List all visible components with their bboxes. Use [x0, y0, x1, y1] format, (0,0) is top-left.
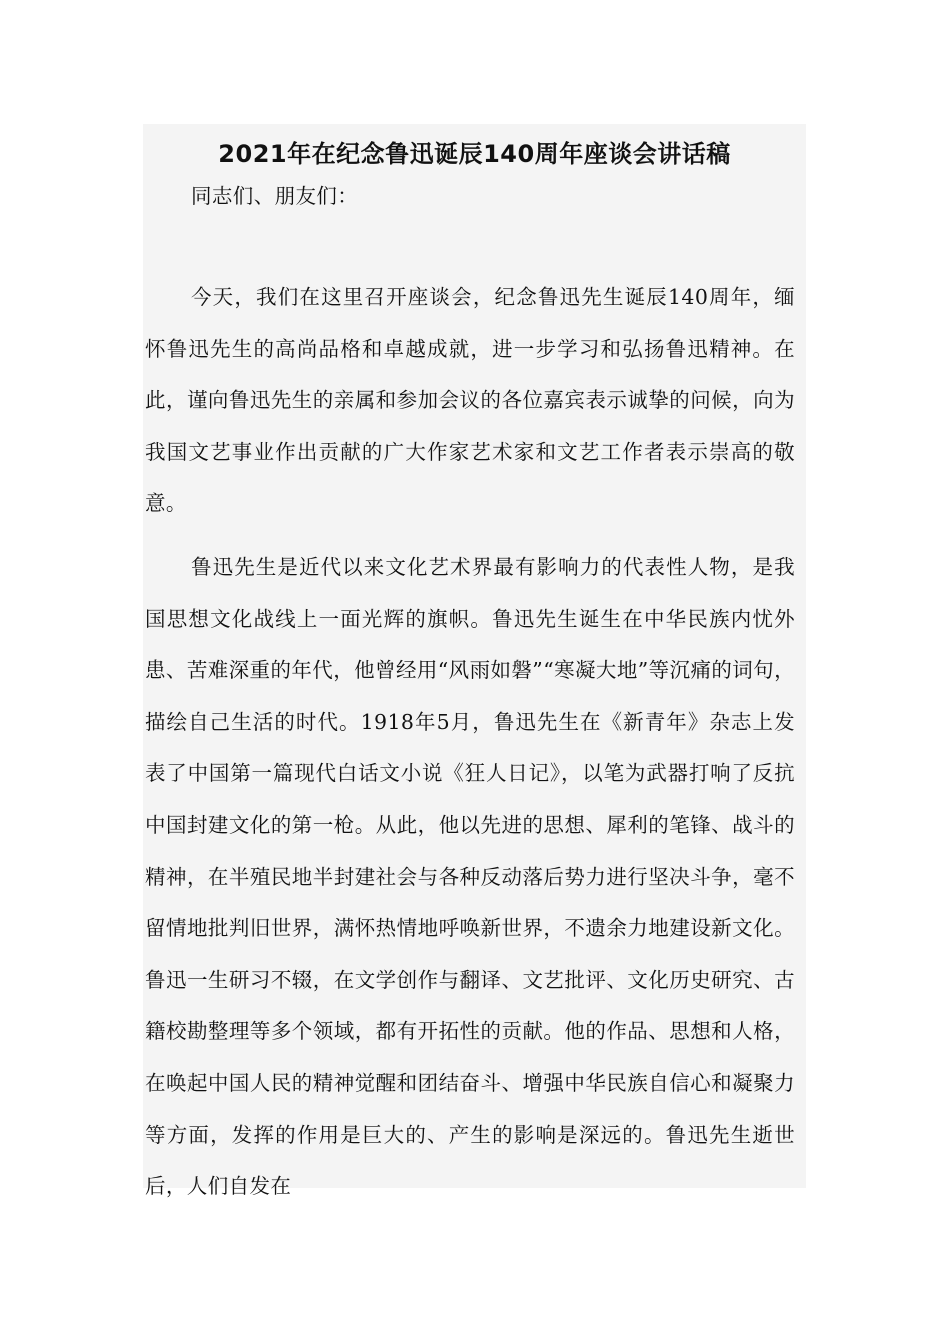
document-title: 2021年在纪念鲁迅诞辰140周年座谈会讲话稿 — [218, 140, 731, 168]
salutation: 同志们、朋友们： — [191, 184, 359, 208]
paragraph-lu-xun-legacy: 鲁迅先生是近代以来文化艺术界最有影响力的代表性人物，是我国思想文化战线上一面光辉的旗帜。鲁迅先生诞生在中华民族内忧外患、苦难深重的年代，他曾经用“风雨如磐”“寒凝大地”等沉痛的词句，描绘自己生活的时代。1918年5月，鲁迅先生在《新青年》杂志上发表了中国第一篇现代白话文小说《狂人日记》，以笔为武器打响了反抗中国封建文化的第一枪。从此，他以先进的思想、犀利的笔锋、战斗的精神，在半殖民地半封建社会与各种反动落后势力进行坚决斗争，毫不留情地批判旧世界，满怀热情地呼唤新世界，不遗余力地建设新文化。鲁迅一生研习不辍，在文学创作与翻译、文艺批评、文化历史研究、古籍校勘整理等多个领域，都有开拓性的贡献。他的作品、思想和人格，在唤起中国人民的精神觉醒和团结奋斗、增强中华民族自信心和凝聚力等方面，发挥的作用是巨大的、产生的影响是深远的。鲁迅先生逝世后，人们自发在 — [145, 555, 795, 1199]
paragraph-opening: 今天，我们在这里召开座谈会，纪念鲁迅先生诞辰140周年，缅怀鲁迅先生的高尚品格和卓越成就，进一步学习和弘扬鲁迅精神。在此，谨向鲁迅先生的亲属和参加会议的各位嘉宾表示诚挚的问候，向为我国文艺事业作出贡献的广大作家艺术家和文艺工作者表示崇高的敬意。 — [145, 285, 795, 516]
